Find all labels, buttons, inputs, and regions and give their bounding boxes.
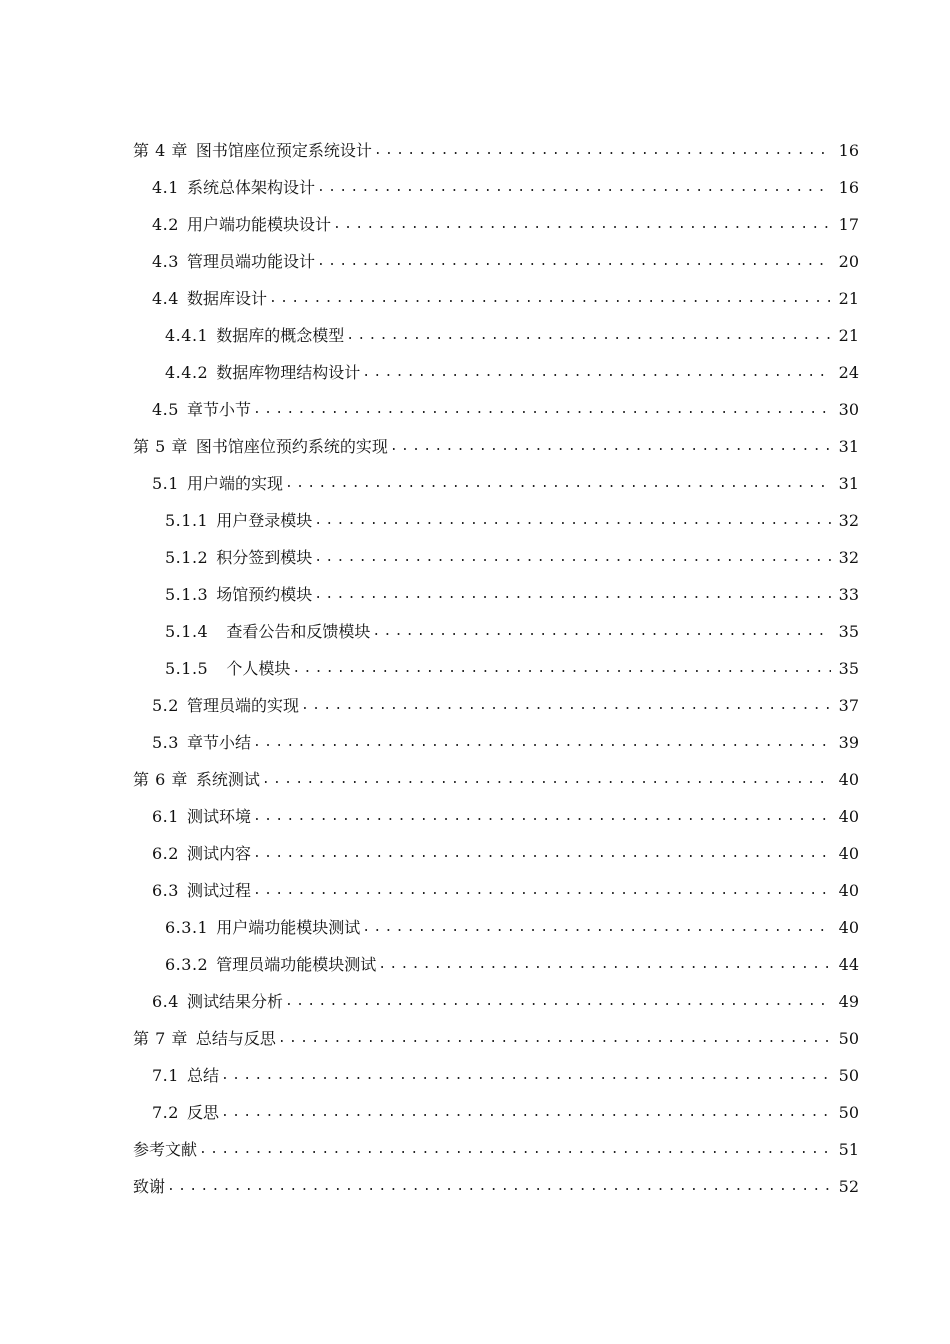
toc-entry-6-3-1[interactable] [0,909,950,946]
toc-entry-title: 管理员端的实现 [186,696,299,715]
toc-entry-5-1[interactable] [0,465,950,502]
toc-entry-4-3[interactable] [0,243,950,280]
toc-entry-page: 50 [838,1029,859,1048]
toc-entry-page: 21 [838,289,859,308]
toc-entry-page: 50 [838,1066,859,1085]
toc-dot-leader [362,354,831,391]
toc-dot-leader [285,465,831,502]
toc-entry-5-1-2[interactable] [0,539,950,576]
toc-dot-leader [314,539,831,576]
toc-entry-5-1-1[interactable] [0,502,950,539]
toc-entry-6-3-2[interactable] [0,946,950,983]
toc-entry-number: 第 4 章 [133,141,188,160]
toc-entry-title: 查看公告和反馈模块 [216,622,371,641]
toc-dot-leader [278,1020,831,1057]
toc-dot-leader [362,909,831,946]
toc-dot-leader [314,502,831,539]
toc-entry-chapter-6[interactable] [0,761,950,798]
toc-entry-number: 5.1.4 [165,622,209,641]
toc-entry-title: 个人模块 [216,659,291,678]
toc-entry-number: 6.3.2 [165,955,209,974]
toc-entry-chapter-4[interactable] [0,132,950,169]
toc-entry-page: 31 [838,474,859,493]
toc-entry-5-3[interactable] [0,724,950,761]
toc-entry-page: 49 [838,992,859,1011]
toc-entry-4-4-1[interactable] [0,317,950,354]
toc-entry-7-2[interactable] [0,1094,950,1131]
toc-entry-page: 40 [838,918,859,937]
toc-entry-title: 系统总体架构设计 [186,178,315,197]
toc-entry-number: 4.2 [152,215,179,234]
toc-dot-leader [199,1131,831,1168]
toc-entry-page: 32 [838,511,859,530]
toc-entry-page: 30 [838,400,859,419]
toc-entry-number: 4.5 [152,400,179,419]
toc-entry-title: 用户端功能模块测试 [216,918,361,937]
toc-entry-title: 总结 [186,1066,219,1085]
toc-entry-page: 50 [838,1103,859,1122]
toc-entry-number: 6.1 [152,807,179,826]
toc-dot-leader [317,243,831,280]
toc-entry-7-1[interactable] [0,1057,950,1094]
toc-entry-title: 章节小节 [186,400,251,419]
toc-entry-6-1[interactable] [0,798,950,835]
toc-entry-number: 6.4 [152,992,179,1011]
toc-entry-page: 16 [838,178,859,197]
toc-entry-6-3[interactable] [0,872,950,909]
toc-entry-4-4[interactable] [0,280,950,317]
toc-dot-leader [269,280,831,317]
toc-entry-title: 用户登录模块 [216,511,313,530]
toc-dot-leader [346,317,831,354]
toc-entry-number: 第 7 章 [133,1029,188,1048]
toc-entry-page: 44 [838,955,859,974]
toc-entry-page: 32 [838,548,859,567]
toc-entry-title: 管理员端功能设计 [186,252,315,271]
toc-entry-page: 24 [838,363,859,382]
toc-dot-leader [262,761,831,798]
toc-entry-number: 5.1.1 [165,511,209,530]
toc-entry-title: 用户端的实现 [186,474,283,493]
toc-entry-4-5[interactable] [0,391,950,428]
toc-entry-number: 7.1 [152,1066,179,1085]
toc-entry-title: 测试环境 [186,807,251,826]
toc-entry-title: 参考文献 [133,1140,198,1159]
toc-dot-leader [253,872,831,909]
toc-entry-number: 6.2 [152,844,179,863]
toc-entry-title: 数据库设计 [186,289,267,308]
toc-entry-number: 7.2 [152,1103,179,1122]
toc-dot-leader [253,798,831,835]
toc-entry-page: 39 [838,733,859,752]
toc-entry-number: 第 6 章 [133,770,188,789]
toc-entry-number: 5.1.2 [165,548,209,567]
toc-entry-4-1[interactable] [0,169,950,206]
toc-entry-5-1-5[interactable] [0,650,950,687]
toc-entry-number: 4.4 [152,289,179,308]
toc-entry-6-4[interactable] [0,983,950,1020]
toc-dot-leader [317,169,831,206]
toc-entry-page: 40 [838,770,859,789]
toc-entry-number: 5.2 [152,696,179,715]
toc-entry-chapter-5[interactable] [0,428,950,465]
toc-entry-page: 35 [838,622,859,641]
toc-entry-number: 5.1.3 [165,585,209,604]
toc-dot-leader [372,613,831,650]
toc-entry-number: 第 5 章 [133,437,188,456]
toc-dot-leader [378,946,831,983]
toc-entry-page: 17 [838,215,859,234]
toc-entry-title: 数据库物理结构设计 [216,363,361,382]
toc-entry-6-2[interactable] [0,835,950,872]
toc-dot-leader [285,983,831,1020]
toc-entry-title: 致谢 [133,1177,166,1196]
toc-entry-page: 40 [838,844,859,863]
toc-entry-title: 图书馆座位预定系统设计 [195,141,372,160]
toc-entry-number: 4.4.2 [165,363,209,382]
toc-entry-page: 37 [838,696,859,715]
toc-entry-title: 系统测试 [195,770,260,789]
toc-dot-leader [333,206,831,243]
toc-dot-leader [221,1094,831,1131]
toc-entry-page: 21 [838,326,859,345]
toc-entry-title: 反思 [186,1103,219,1122]
toc-entry-title: 测试过程 [186,881,251,900]
toc-entry-page: 31 [838,437,859,456]
toc-entry-page: 20 [838,252,859,271]
toc-entry-number: 5.1 [152,474,179,493]
toc-entry-title: 场馆预约模块 [216,585,313,604]
toc-entry-title: 积分签到模块 [216,548,313,567]
toc-entry-page: 52 [838,1177,859,1196]
toc-entry-title: 总结与反思 [195,1029,276,1048]
toc-entry-references[interactable] [0,1131,950,1168]
toc-entry-number: 4.4.1 [165,326,209,345]
toc-dot-leader [253,835,831,872]
toc-dot-leader [374,132,831,169]
toc-entry-page: 40 [838,881,859,900]
toc-entry-5-2[interactable] [0,687,950,724]
toc-dot-leader [253,391,831,428]
toc-entry-page: 16 [838,141,859,160]
toc-dot-leader [301,687,831,724]
toc-entry-title: 管理员端功能模块测试 [216,955,377,974]
toc-entry-page: 40 [838,807,859,826]
table-of-contents [0,132,950,1205]
toc-entry-number: 4.1 [152,178,179,197]
toc-entry-title: 测试内容 [186,844,251,863]
toc-entry-title: 数据库的概念模型 [216,326,345,345]
toc-entry-number: 6.3.1 [165,918,209,937]
toc-entry-page: 51 [838,1140,859,1159]
toc-entry-4-2[interactable] [0,206,950,243]
toc-dot-leader [292,650,831,687]
toc-entry-title: 测试结果分析 [186,992,283,1011]
toc-dot-leader [390,428,831,465]
toc-entry-4-4-2[interactable] [0,354,950,391]
toc-entry-title: 章节小结 [186,733,251,752]
toc-dot-leader [253,724,831,761]
toc-dot-leader [167,1168,831,1205]
toc-entry-5-1-4[interactable] [0,613,950,650]
toc-entry-number: 4.3 [152,252,179,271]
toc-entry-number: 5.1.5 [165,659,209,678]
toc-entry-page: 35 [838,659,859,678]
toc-dot-leader [314,576,831,613]
toc-entry-chapter-7[interactable] [0,1020,950,1057]
toc-entry-title: 图书馆座位预约系统的实现 [195,437,388,456]
toc-entry-acknowledgements[interactable] [0,1168,950,1205]
toc-entry-title: 用户端功能模块设计 [186,215,331,234]
toc-entry-5-1-3[interactable] [0,576,950,613]
toc-entry-page: 33 [838,585,859,604]
toc-entry-number: 5.3 [152,733,179,752]
toc-dot-leader [221,1057,831,1094]
toc-entry-number: 6.3 [152,881,179,900]
